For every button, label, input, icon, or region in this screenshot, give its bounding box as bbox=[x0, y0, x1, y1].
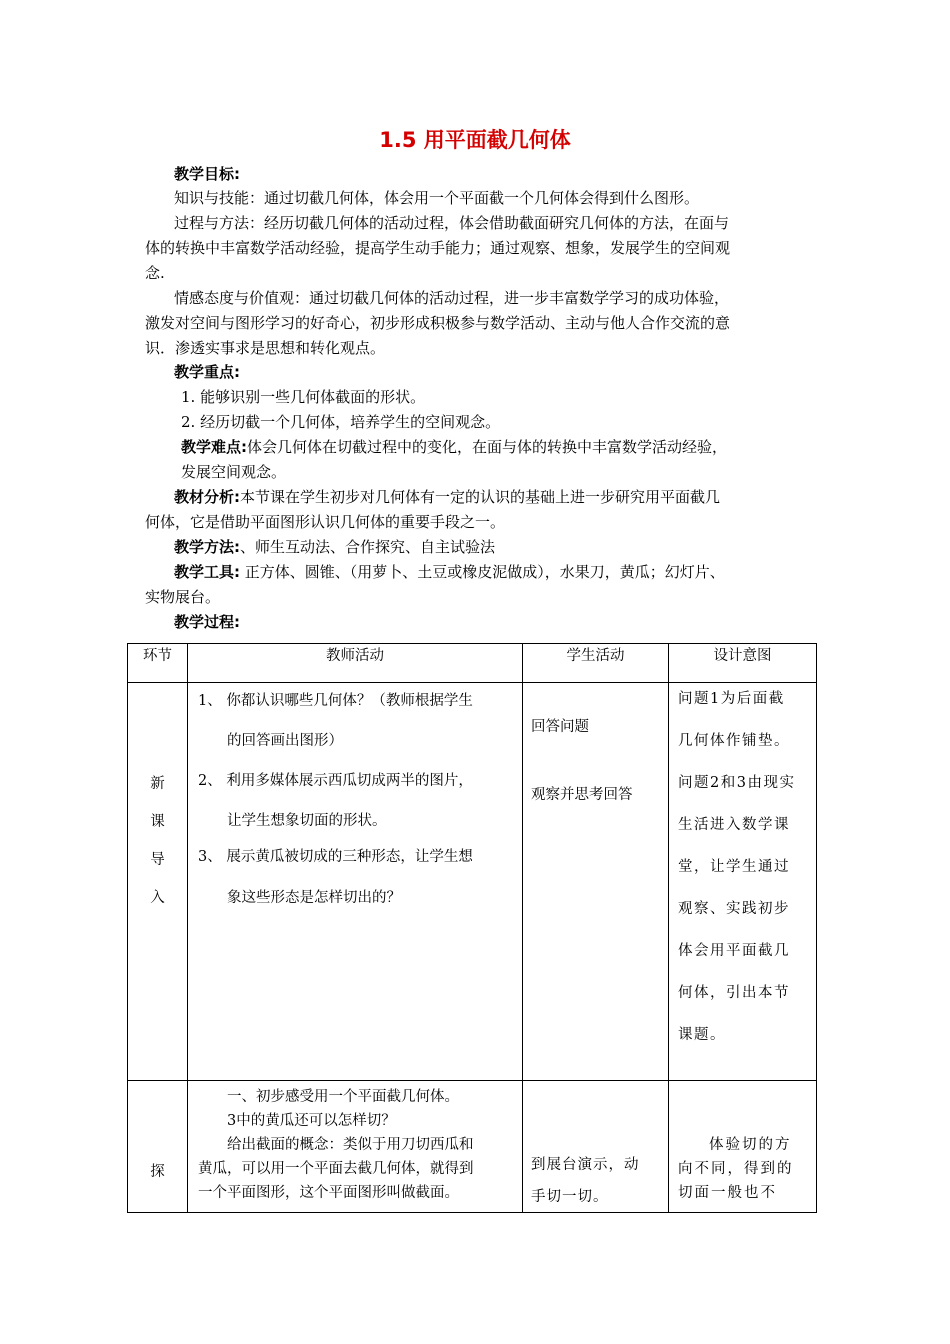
objective-emotion-line-1: 情感态度与价值观：通过切截几何体的活动过程，进一步丰富数学学习的成功体验， bbox=[174, 289, 730, 307]
teacher-line: 的回答画出图形） bbox=[227, 733, 343, 749]
stage-cell bbox=[128, 1081, 188, 1213]
stage-char: 课 bbox=[150, 814, 165, 830]
teacher-line: 让学生想象切面的形状。 bbox=[227, 813, 387, 829]
teacher-activity-cell bbox=[188, 1081, 523, 1213]
intent-line: 堂，让学生通过 bbox=[678, 859, 790, 875]
intent-line: 课题。 bbox=[678, 1027, 726, 1043]
header-student-activity: 学生活动 bbox=[523, 644, 669, 683]
student-line: 到展台演示，动 bbox=[531, 1157, 640, 1173]
table-row bbox=[128, 683, 817, 1081]
teacher-line: 一、初步感受用一个平面截几何体。 bbox=[227, 1089, 459, 1105]
intent-line: 问题2和3由现实 bbox=[678, 775, 796, 791]
intent-line: 几何体作铺垫。 bbox=[678, 733, 790, 749]
intent-line: 观察、实践初步 bbox=[678, 901, 790, 917]
difficulty-text: 体会几何体在切截过程中的变化，在面与体的转换中丰富数学活动经验， bbox=[247, 438, 728, 456]
objective-emotion-line-2: 激发对空间与图形学习的好奇心，初步形成积极参与数学活动、主动与他人合作交流的意 bbox=[145, 314, 731, 332]
header-design-intent: 设计意图 bbox=[669, 644, 817, 683]
teacher-line: 2、 利用多媒体展示西瓜切成两半的图片， bbox=[198, 773, 473, 789]
teacher-line: 象这些形态是怎样切出的？ bbox=[227, 890, 401, 906]
difficulty-label: 教学难点: bbox=[181, 438, 247, 456]
table-row bbox=[128, 1081, 817, 1213]
objectives-heading: 教学目标: bbox=[174, 165, 240, 183]
stage-char: 探 bbox=[150, 1164, 165, 1180]
document-title: 1.5 用平面截几何体 bbox=[379, 128, 571, 152]
intent-line: 向不同，得到的 bbox=[678, 1161, 794, 1177]
student-activity-cell bbox=[523, 683, 669, 1081]
process-heading: 教学过程: bbox=[174, 613, 240, 631]
design-intent-cell bbox=[669, 683, 817, 1081]
analysis-label: 教材分析: bbox=[174, 488, 240, 506]
header-stage: 环节 bbox=[128, 644, 188, 683]
tools-line-1 bbox=[174, 562, 725, 582]
difficulty-line-1 bbox=[181, 437, 727, 457]
teacher-line: 给出截面的概念：类似于用刀切西瓜和 bbox=[227, 1137, 474, 1153]
objective-process-line-3: 念. bbox=[145, 264, 165, 282]
analysis-text: 本节课在学生初步对几何体有一定的认识的基础上进一步研究用平面截几 bbox=[240, 488, 721, 506]
tools-text: 正方体、圆锥、（用萝卜、土豆或橡皮泥做成），水果刀，黄瓜；幻灯片、 bbox=[240, 563, 725, 581]
objective-knowledge: 知识与技能：通过切截几何体，体会用一个平面截一个几何体会得到什么图形。 bbox=[174, 189, 700, 207]
objective-process-line-2: 体的转换中丰富数学活动经验，提高学生动手能力；通过观察、想象，发展学生的空间观 bbox=[145, 239, 731, 257]
student-line: 观察并思考回答 bbox=[531, 787, 633, 803]
key-point-2: 2. 经历切截一个几何体，培养学生的空间观念。 bbox=[181, 413, 501, 431]
teacher-line: 黄瓜，可以用一个平面去截几何体，就得到 bbox=[198, 1161, 474, 1177]
intent-line: 生活进入数学课 bbox=[678, 817, 790, 833]
intent-line: 何体，引出本节 bbox=[678, 985, 790, 1001]
key-point-1: 1. 能够识别一些几何体截面的形状。 bbox=[181, 388, 426, 406]
student-activity-cell bbox=[523, 1081, 669, 1213]
teacher-line: 3中的黄瓜还可以怎样切？ bbox=[227, 1113, 396, 1129]
difficulty-line-2: 发展空间观念。 bbox=[181, 463, 287, 481]
student-line: 回答问题 bbox=[531, 719, 589, 735]
stage-char: 入 bbox=[150, 890, 165, 906]
tools-label: 教学工具: bbox=[174, 563, 240, 581]
analysis-line-2: 何体，它是借助平面图形认识几何体的重要手段之一。 bbox=[145, 513, 506, 531]
teacher-activity-cell bbox=[188, 683, 523, 1081]
table-header-row bbox=[128, 644, 817, 683]
objective-emotion-line-3: 识．渗透实事求是思想和转化观点。 bbox=[145, 339, 386, 357]
header-teacher-activity: 教师活动 bbox=[188, 644, 523, 683]
stage-vertical-text bbox=[128, 683, 187, 917]
method-label: 教学方法: bbox=[174, 538, 240, 556]
student-line: 手切一切。 bbox=[531, 1189, 609, 1205]
teacher-line: 3、 展示黄瓜被切成的三种形态，让学生想 bbox=[198, 849, 473, 865]
teacher-line: 一个平面图形，这个平面图形叫做截面。 bbox=[198, 1185, 459, 1201]
teacher-line: 1、 你都认识哪些几何体？（教师根据学生 bbox=[198, 693, 473, 709]
method-line bbox=[174, 537, 495, 557]
analysis-line-1 bbox=[174, 487, 720, 507]
objective-process-line-1: 过程与方法：经历切截几何体的活动过程，体会借助截面研究几何体的方法，在面与 bbox=[174, 214, 730, 232]
intent-line: 问题1为后面截 bbox=[678, 691, 785, 707]
intent-line: 体会用平面截几 bbox=[678, 943, 790, 959]
method-text: 、师生互动法、合作探究、自主试验法 bbox=[240, 538, 496, 556]
stage-cell bbox=[128, 683, 188, 1081]
intent-line: 体验切的方 bbox=[709, 1137, 792, 1153]
stage-char: 导 bbox=[150, 852, 165, 868]
teaching-process-table bbox=[127, 643, 817, 1213]
key-points-heading: 教学重点: bbox=[174, 363, 240, 381]
design-intent-cell bbox=[669, 1081, 817, 1213]
intent-line: 切面一般也不 bbox=[678, 1185, 777, 1201]
stage-char: 新 bbox=[150, 776, 165, 792]
tools-line-2: 实物展台。 bbox=[145, 588, 221, 606]
